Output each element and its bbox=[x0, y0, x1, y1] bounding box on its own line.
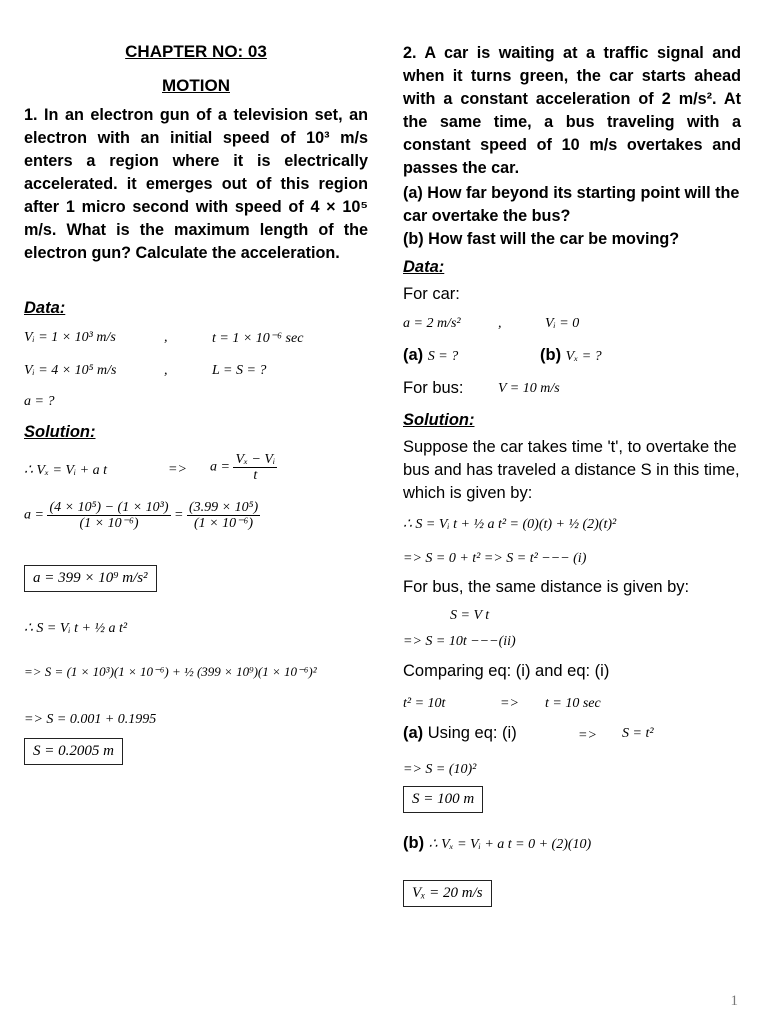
sol-eq2-equals: = bbox=[174, 507, 184, 523]
sol-eq1b-den: t bbox=[253, 468, 258, 483]
sol-eq3: ∴ S = Vᵢ t + ½ a t² bbox=[24, 621, 128, 636]
data-label-right: Data: bbox=[403, 258, 445, 276]
data-label-left: Data: bbox=[24, 299, 66, 317]
right-column bbox=[403, 40, 741, 251]
data-comma-2: , bbox=[164, 363, 168, 378]
data-comma-1: , bbox=[164, 330, 168, 345]
part-b-label: (b) bbox=[540, 346, 562, 364]
eq-car-distance: ∴ S = Vᵢ t + ½ a t² = (0)(t) + ½ (2)(t)² bbox=[403, 517, 617, 532]
data-acceleration: a = ? bbox=[24, 394, 55, 409]
topic-heading: MOTION bbox=[162, 76, 230, 95]
for-bus-label: For bus: bbox=[403, 379, 464, 397]
eq-bus-distance-result: => S = 10t −−−(ii) bbox=[403, 634, 516, 649]
part-a-using-label: (a) bbox=[403, 724, 424, 742]
data-vf: Vᵢ = 4 × 10⁵ m/s bbox=[24, 363, 117, 378]
sol-eq4: => S = (1 × 10³)(1 × 10⁻⁶) + ½ (399 × 10⁹)(1 × 10⁻⁶)² bbox=[24, 664, 317, 679]
eq-compare-arrow: => bbox=[500, 696, 519, 711]
data-length: L = S = ? bbox=[212, 363, 267, 378]
eq-compare-1: t² = 10t bbox=[403, 696, 446, 711]
part-a-eq: S = ? bbox=[427, 349, 459, 364]
sol-eq2-den: (1 × 10⁻⁶) bbox=[79, 516, 139, 531]
sol-eq2-num2: (3.99 × 10⁵) bbox=[188, 500, 259, 515]
data-t: t = 1 × 10⁻⁶ sec bbox=[212, 331, 304, 346]
car-acceleration: a = 2 m/s² bbox=[403, 316, 461, 331]
eq-car-distance-result: => S = 0 + t² => S = t² −−− (i) bbox=[403, 551, 587, 566]
solution-label-left: Solution: bbox=[24, 423, 96, 441]
eq-bus-distance: S = V t bbox=[450, 608, 490, 623]
bus-velocity: V = 10 m/s bbox=[498, 381, 560, 396]
part-a-substitution: => S = (10)² bbox=[403, 762, 477, 777]
sol-eq2-frac2 bbox=[187, 500, 260, 531]
result-distance-box: S = 0.2005 m bbox=[24, 738, 123, 765]
part-a-label: (a) bbox=[403, 346, 424, 364]
bus-distance-text: For bus, the same distance is given by: bbox=[403, 578, 690, 596]
left-column bbox=[24, 40, 368, 265]
for-car-label: For car: bbox=[403, 285, 460, 303]
sol-eq1: ∴ Vₓ = Vᵢ + a t bbox=[24, 463, 107, 478]
chapter-heading: CHAPTER NO: 03 bbox=[125, 42, 267, 61]
sol-eq2-frac bbox=[47, 500, 170, 531]
sol-eq2 bbox=[24, 500, 260, 531]
compare-text: Comparing eq: (i) and eq: (i) bbox=[403, 662, 610, 680]
part-a-using-text: Using eq: (i) bbox=[427, 724, 517, 742]
page-number: 1 bbox=[730, 993, 738, 1009]
question-1: 1. In an electron gun of a television set, an electron with an initial speed of 10³ m/s enters a region where it is electrically accelerated. it emerges out of this region after 1 micro second with speed of 4 × 10⁵ m/s. What is the maximum length of the electron gun? Calculate the acceleration. bbox=[24, 106, 368, 262]
sol-arrow: => bbox=[168, 462, 187, 477]
sol-eq2-lhs: a = bbox=[24, 507, 44, 523]
result-acceleration-box: a = 399 × 10⁹ m/s² bbox=[24, 565, 157, 592]
part-a-data bbox=[403, 346, 458, 365]
part-b-calc-eq: ∴ Vₓ = Vᵢ + a t = 0 + (2)(10) bbox=[428, 837, 592, 852]
part-b-data bbox=[540, 346, 602, 365]
data-vi: Vᵢ = 1 × 10³ m/s bbox=[24, 330, 116, 345]
part-a-eq-t2: S = t² bbox=[622, 726, 654, 741]
question-2: 2. A car is waiting at a traffic signal and when it turns green, the car starts ahead with a constant acceleration of 2 m/s². At the same time, a bus traveling with a constant speed of 10 m/s overtakes and passes the car. bbox=[403, 44, 741, 177]
result-final-velocity-box: Vₓ = 20 m/s bbox=[403, 880, 492, 907]
car-initial-velocity: Vᵢ = 0 bbox=[545, 316, 580, 331]
part-a-using bbox=[403, 724, 517, 743]
car-comma: , bbox=[498, 316, 502, 331]
sol-eq1b-lhs: a = bbox=[210, 459, 230, 475]
sol-eq1b bbox=[210, 452, 277, 483]
part-b-calc-label: (b) bbox=[403, 834, 425, 852]
question-2b: (b) How fast will the car be moving? bbox=[403, 230, 680, 248]
sol-eq5: => S = 0.001 + 0.1995 bbox=[24, 712, 157, 727]
question-2a: (a) How far beyond its starting point will the car overtake the bus? bbox=[403, 184, 740, 225]
sol-eq1b-frac bbox=[233, 452, 277, 483]
part-b-calc bbox=[403, 834, 591, 853]
solution-label-right: Solution: bbox=[403, 411, 475, 429]
sol-eq1b-num: Vₓ − Vᵢ bbox=[235, 452, 276, 467]
part-b-eq: Vₓ = ? bbox=[565, 349, 602, 364]
part-a-arrow: => bbox=[578, 728, 597, 743]
solution-text: Suppose the car takes time 't', to overtake the bus and has traveled a distance S in this time, which is given by: bbox=[403, 438, 740, 502]
sol-eq2-den2: (1 × 10⁻⁶) bbox=[194, 516, 254, 531]
sol-eq2-num: (4 × 10⁵) − (1 × 10³) bbox=[49, 500, 169, 515]
result-overtake-distance-box: S = 100 m bbox=[403, 786, 483, 813]
eq-compare-2: t = 10 sec bbox=[545, 696, 601, 711]
